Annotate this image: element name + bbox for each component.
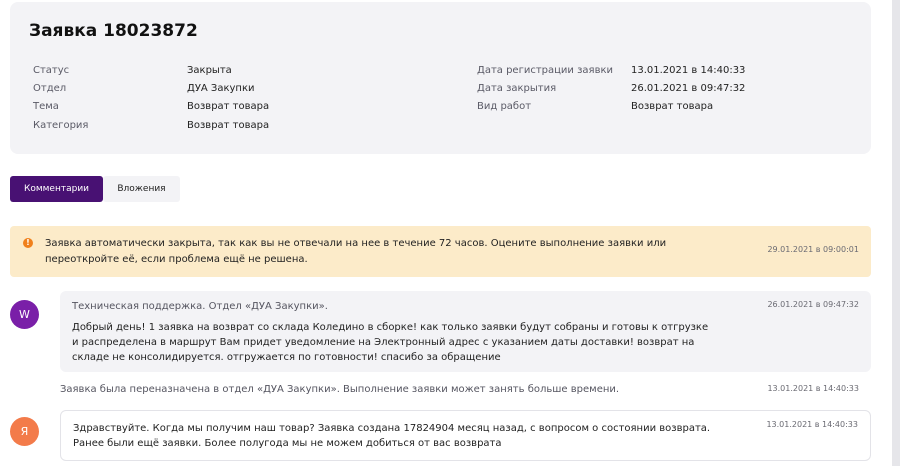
work-type-value: Возврат товара (631, 101, 714, 112)
work-type-label: Вид работ (477, 101, 532, 112)
ticket-details-card (10, 2, 871, 154)
auto-close-alert (10, 226, 871, 277)
registration-date-label: Дата регистрации заявки (477, 65, 614, 76)
category-value: Возврат товара (187, 120, 270, 131)
department-label: Отдел (33, 83, 67, 94)
avatar: Я (10, 417, 39, 446)
comment-text: Добрый день! 1 заявка на возврат со склада Коледино в сборке! как только заявки будут собраны и готовы к отгрузке и распределена в маршрут Вам придет уведомление на Электронный адрес с указанием даты доставки! возврат на складе не консолидируется. отгружается по готовности! спасибо за обращение (72, 322, 709, 363)
category-label: Категория (33, 120, 89, 131)
support-comment (60, 291, 871, 372)
department-value: ДУА Закупки (187, 83, 255, 94)
subject-value: Возврат товара (187, 101, 270, 112)
comment-timestamp: 13.01.2021 в 14:40:33 (766, 420, 858, 429)
closing-date-value: 26.01.2021 в 09:47:32 (631, 83, 746, 94)
tab-comments[interactable]: Комментарии (10, 176, 103, 202)
ticket-fields (10, 2, 871, 154)
system-note-text: Заявка была переназначена в отдел «ДУА Закупки». Выполнение заявки может занять больше времени. (60, 384, 620, 395)
status-label: Статус (33, 65, 70, 76)
avatar: W (10, 300, 39, 329)
user-comment (60, 410, 871, 461)
alert-text: Заявка автоматически закрыта, так как вы не отвечали на нее в течение 72 часов. Оцените выполнение заявки или переоткройте её, если проблема ещё не решена. (45, 238, 667, 265)
reassignment-note (60, 384, 871, 398)
comment-sender: Техническая поддержка. Отдел «ДУА Закупки». (72, 301, 328, 312)
exclamation-icon: ! (23, 238, 33, 248)
comment-timestamp: 26.01.2021 в 09:47:32 (767, 300, 859, 309)
comment-text: Здравствуйте. Когда мы получим наш товар? Заявка создана 17824904 месяц назад, с вопросом о состоянии возврата. Ранее были ещё заявки. Более полугода мы не можем добиться от вас возврата (73, 423, 711, 449)
tab-attachments[interactable]: Вложения (103, 176, 180, 202)
subject-label: Тема (33, 101, 59, 112)
system-note-timestamp: 13.01.2021 в 14:40:33 (767, 384, 859, 393)
ticket-title: Заявка 18023872 (29, 21, 198, 41)
status-value: Закрыта (187, 65, 232, 76)
closing-date-label: Дата закрытия (477, 83, 557, 94)
registration-date-value: 13.01.2021 в 14:40:33 (631, 65, 746, 76)
alert-timestamp: 29.01.2021 в 09:00:01 (767, 245, 859, 254)
page-scrollbar[interactable] (892, 0, 900, 466)
